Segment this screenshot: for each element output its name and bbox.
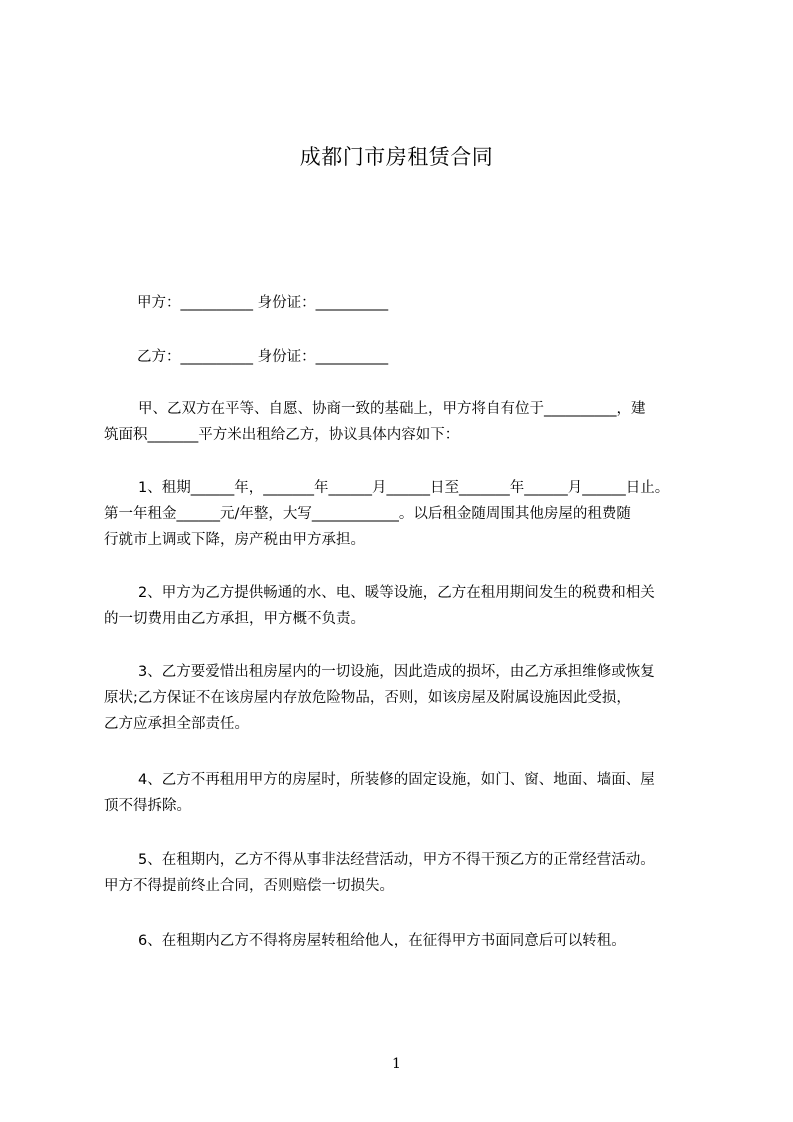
paragraph-line: 筑面积_______平方米出租给乙方，协议具体内容如下： <box>104 427 460 443</box>
paragraph-line: 2、甲方为乙方提供畅通的水、电、暖等设施，乙方在租用期间发生的税费和相关 <box>138 585 655 601</box>
page-number: 1 <box>392 1056 401 1072</box>
intro-paragraph <box>104 396 704 448</box>
paragraph-line: 行就市上调或下降，房产税由甲方承担。 <box>104 532 365 548</box>
paragraph-line: 甲、乙双方在平等、自愿、协商一致的基础上，甲方将自有位于__________，建 <box>138 401 646 417</box>
paragraph-line: 第一年租金______元/年整，大写____________。以后租金随周围其他房屋的租费随 <box>104 506 631 522</box>
party-b-line: 乙方：__________ 身份证：__________ <box>137 349 389 365</box>
paragraph-line: 顶不得拆除。 <box>104 798 191 814</box>
paragraph-line: 甲方不得提前终止合同，否则赔偿一切损失。 <box>104 878 394 894</box>
clause-6 <box>104 928 704 954</box>
paragraph-line: 乙方应承担全部责任。 <box>104 716 249 732</box>
clause-2 <box>104 580 704 632</box>
clause-1 <box>104 475 704 553</box>
paragraph-line: 4、乙方不再租用甲方的房屋时，所装修的固定设施，如门、窗、地面、墙面、屋 <box>138 772 655 788</box>
clause-4 <box>104 767 704 819</box>
paragraph-line: 原状;乙方保证不在该房屋内存放危险物品，否则，如该房屋及附属设施因此受损， <box>104 690 631 706</box>
paragraph-line: 5、在租期内，乙方不得从事非法经营活动，甲方不得干预乙方的正常经营活动。 <box>138 852 655 868</box>
clause-3 <box>104 659 704 737</box>
paragraph-line: 6、在租期内乙方不得将房屋转租给他人，在征得甲方书面同意后可以转租。 <box>138 933 626 949</box>
document-title: 成都门市房租赁合同 <box>299 145 494 169</box>
paragraph-line: 1、租期______年，_______年______月______日至_______年______月______日止。 <box>138 480 670 496</box>
paragraph-line: 3、乙方要爱惜出租房屋内的一切设施，因此造成的损坏，由乙方承担维修或恢复 <box>138 664 655 680</box>
clause-5 <box>104 847 704 899</box>
party-a-line: 甲方：__________ 身份证：__________ <box>137 295 389 311</box>
paragraph-line: 的一切费用由乙方承担，甲方概不负责。 <box>104 611 365 627</box>
